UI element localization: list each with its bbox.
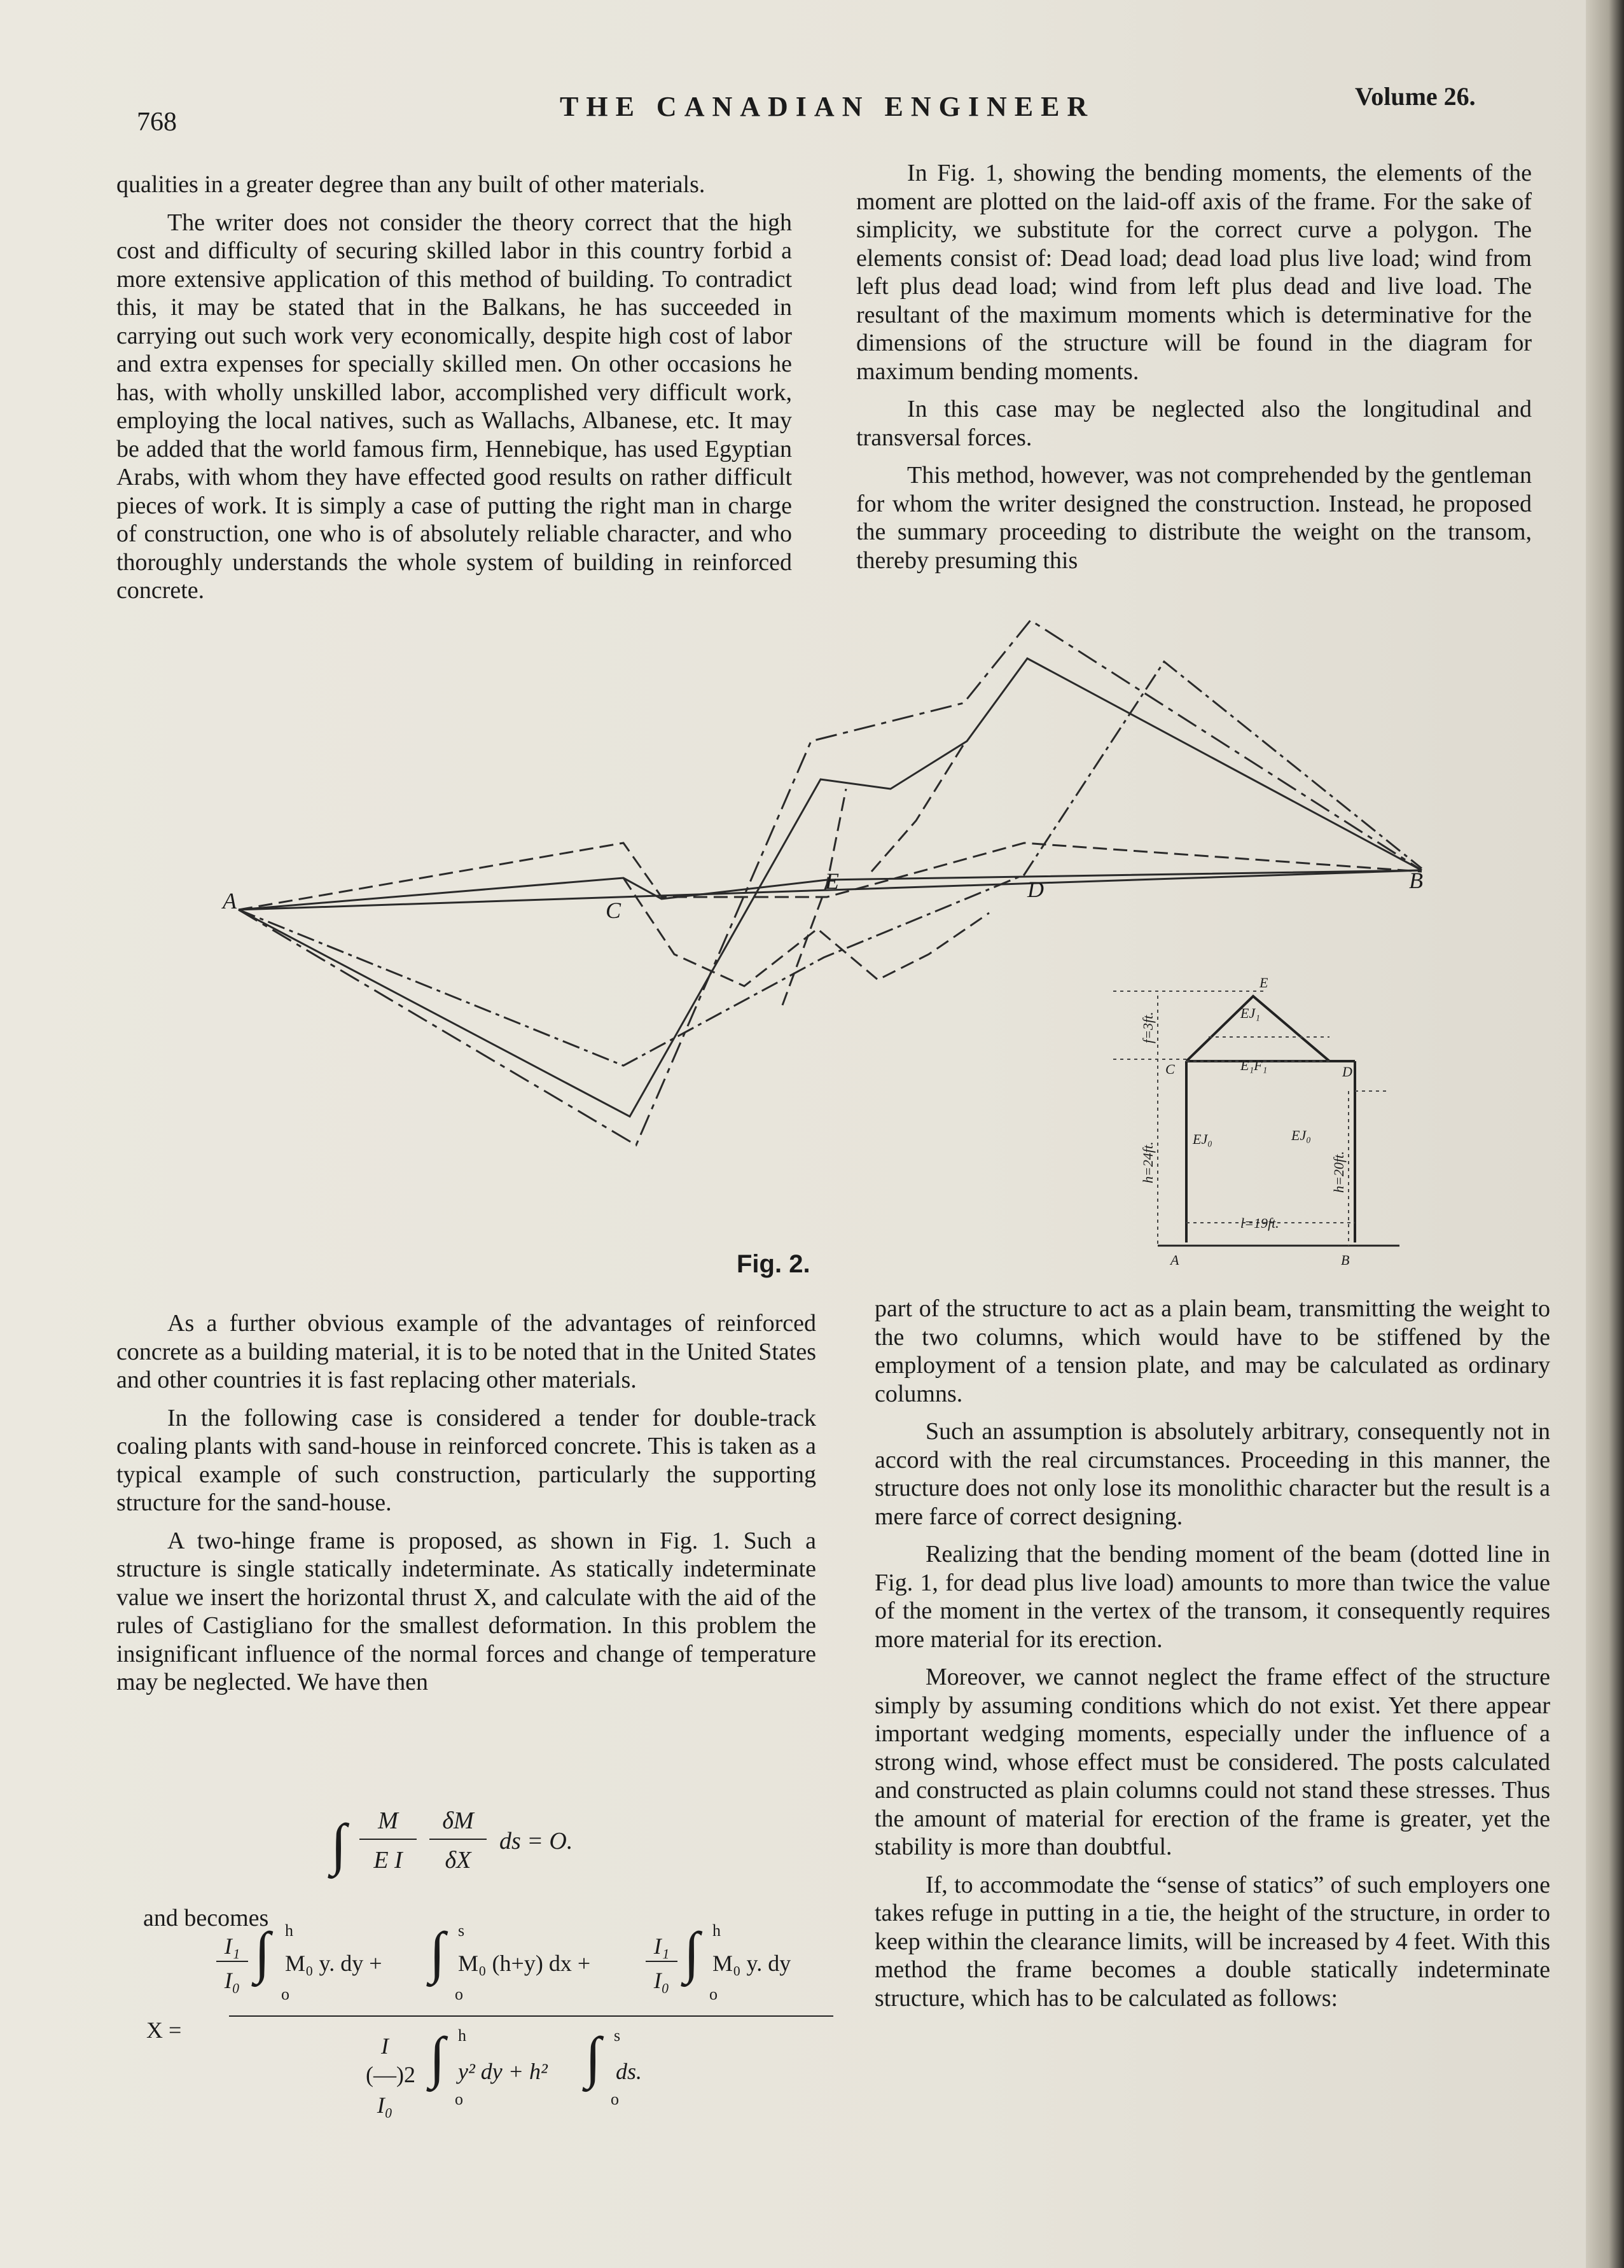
frame-label-a: A — [1170, 1252, 1179, 1268]
main-fraction-bar — [229, 2015, 833, 2017]
fraction-bar — [429, 1839, 487, 1840]
eq2-n3-num: I₁ — [653, 1933, 670, 1959]
limit-h: h — [285, 1921, 293, 1940]
frame-label-l: l=19ft. — [1240, 1215, 1279, 1231]
paragraph: In Fig. 1, showing the bending moments, the elements of the moment are plotted on the laid-off axis of the frame. For the sake of simplicity, we substitute for the correct curve a polygon. The elements consist of: Dead load; dead load plus live load; wind from left plus dead load; wind from left plus dead and live load. The resultant of the maximum moments which is determinative for the dimensions of the structure will be found in the diagram for maximum bending moments. — [856, 160, 1532, 385]
limit-h: h — [712, 1921, 721, 1940]
frame-label-ej-top: EJ₁ — [1240, 1005, 1260, 1021]
frame-label-h-right: h=20ft. — [1331, 1151, 1347, 1193]
frame-label-h-left: h=24ft. — [1140, 1141, 1156, 1183]
frame-label-ej-right: EJ₀ — [1291, 1127, 1311, 1143]
label-c: C — [606, 898, 621, 923]
paragraph: If, to accommodate the “sense of statics” of such employers one takes refuge in putting in a tie, the height of the structure, in order to keep within the clearance limits, will be increased by 4 feet. With this method the frame becomes a double statically indeterminate structure, which has to be calculated as follows: — [875, 1871, 1550, 2012]
limit-0: o — [455, 1985, 463, 2003]
integral-sign: ∫ — [429, 2026, 445, 2089]
limit-0: o — [455, 2090, 463, 2108]
limit-h: h — [458, 2026, 466, 2045]
eq2-d-term2: ds. — [616, 2059, 642, 2084]
eq1-den-right: δX — [445, 1847, 471, 1874]
eq1-num-right: δM — [442, 1807, 474, 1834]
column-left-top — [116, 170, 792, 615]
journal-title: THE CANADIAN ENGINEER — [560, 91, 1095, 122]
column-right-top — [856, 159, 1532, 584]
eq2-n3-den: I₀ — [653, 1968, 670, 1993]
equation-thrust-x — [140, 1921, 840, 2125]
eq2-d-den: I₀ — [377, 2092, 393, 2118]
eq2-n2-term: M₀ (h+y) dx + — [458, 1951, 591, 1976]
moment-curve-vertical-dashed — [782, 789, 846, 1005]
page-number: 768 — [137, 108, 177, 137]
moment-curve-vertical-dashed-2 — [871, 744, 964, 872]
limit-0: o — [709, 1985, 718, 2003]
paragraph: Moreover, we cannot neglect the frame effect of the structure simply by assuming conditions which do not exist. Yet there appear important wedging moments, especially under the influence of a strong wind, whose effect must be considered. The posts calculated and constructed as plain columns could not stand these stresses. Thus the amount of material for erection of the frame is greater, yet the stability is more than doubtful. — [875, 1664, 1550, 1860]
moment-diagram — [191, 598, 1495, 1279]
paragraph: In the following case is considered a tender for double-track coaling plants with sand-house in reinforced concrete. This is taken as a typical example of such construction, particularly the supporting structure for the sand-house. — [116, 1404, 816, 1516]
frame-label-b: B — [1341, 1252, 1350, 1268]
paragraph: part of the structure to act as a plain beam, transmitting the weight to the two columns, which would have to be stiffened by the employment of a tension plate, and may be calculated as ordinary columns. — [875, 1295, 1550, 1407]
label-b: B — [1409, 868, 1423, 893]
eq2-d-open: (—)2 — [366, 2062, 415, 2087]
limit-s: s — [614, 2026, 621, 2045]
equation-castigliano — [331, 1807, 649, 1889]
integral-sign: ∫ — [254, 1921, 270, 1984]
limit-0: o — [281, 1985, 289, 2003]
paragraph: Realizing that the bending moment of the beam (dotted line in Fig. 1, for dead plus live load) amounts to more than twice the value of the moment in the vertex of the transom, it consequently requires more material for its erection. — [875, 1541, 1550, 1653]
paragraph: A two-hinge frame is proposed, as shown in Fig. 1. Such a structure is single statically indeterminate. As statically indeterminate value we insert the horizontal thrust X, and calculate with the aid of the rules of Castigliano for the smallest deformation. In this problem the insignificant influence of the normal forces and change of temperature may be neglected. We have then — [116, 1527, 816, 1695]
eq1-num-left: M — [378, 1807, 398, 1834]
limit-0: o — [611, 2090, 619, 2108]
integral-sign: ∫ — [429, 1921, 445, 1984]
eq2-n1-term: M₀ y. dy + — [285, 1951, 382, 1976]
column-left-bottom — [116, 1309, 816, 1706]
eq2-d-num: I — [381, 2033, 389, 2059]
label-d: D — [1027, 877, 1044, 902]
label-a: A — [223, 888, 237, 914]
frame-label-ef: E₁F₁ — [1240, 1057, 1268, 1073]
label-e: E — [825, 868, 839, 894]
frame-label-d: D — [1342, 1064, 1352, 1080]
eq1-tail: ds = O. — [499, 1828, 573, 1854]
integral-sign: ∫ — [684, 1921, 700, 1984]
eq2-n3-term: M₀ y. dy — [712, 1951, 791, 1976]
frame-diagram — [1113, 975, 1399, 1268]
frame-label-f: f=3ft. — [1140, 1012, 1156, 1043]
fraction-bar — [216, 1961, 248, 1962]
integral-sign: ∫ — [331, 1813, 347, 1876]
eq2-n1-den: I₀ — [224, 1968, 240, 1993]
paragraph: The writer does not consider the theory correct that the high cost and difficulty of securing skilled labor in this country forbid a more extensive application of this method of building. To contradict this, it may be stated that in the Balkans, he has succeeded in carrying out such work very economically, despite high cost of labor and extra expenses for specially skilled men. On other occasions he has, with wholly unskilled labor, accomplished very difficult work, employing the local natives, such as Wallachs, Albanese, etc. It may be added that the world famous firm, Hennebique, has used Egyptian Arabs, with whom they have effected good results on rather difficult pieces of work. It is simply a case of putting the right man in charge of construction, one who is of absolutely reliable character, and who thoroughly understands the whole system of building in reinforced concrete. — [116, 209, 792, 604]
column-right-bottom — [875, 1295, 1550, 2022]
paragraph: As a further obvious example of the advantages of reinforced concrete as a building material, it is to be noted that in the United States and other countries it is fast replacing other materials. — [116, 1310, 816, 1393]
and-becomes-text: and becomes — [143, 1905, 269, 1931]
eq2-x: X = — [146, 2017, 182, 2043]
paragraph: In this case may be neglected also the longitudinal and transversal forces. — [856, 396, 1532, 451]
paragraph: Such an assumption is absolutely arbitrary, consequently not in accord with the real circumstances. Proceeding in this manner, the structure does not only lose its monolithic character but the result is a mere farce of correct designing. — [875, 1418, 1550, 1530]
limit-s: s — [458, 1921, 465, 1940]
volume-label: Volume 26. — [1355, 82, 1476, 111]
page-header — [0, 76, 1603, 140]
figure-2 — [191, 598, 1495, 1279]
figure-caption: Fig. 2. — [737, 1250, 810, 1278]
frame-label-c: C — [1165, 1061, 1175, 1077]
paragraph: qualities in a greater degree than any built of other materials. — [116, 171, 705, 198]
book-spine — [1586, 0, 1624, 2268]
eq2-n1-num: I₁ — [224, 1933, 240, 1959]
frame-label-ej-left: EJ₀ — [1193, 1131, 1212, 1147]
eq2-d-term1: y² dy + h² — [458, 2059, 548, 2084]
frame-label-e: E — [1260, 975, 1268, 991]
paragraph: This method, however, was not comprehended by the gentleman for whom the writer designed the construction. Instead, he proposed the summary proceeding to distribute the weight on the transom, thereby presuming this — [856, 462, 1532, 574]
fraction-bar — [646, 1961, 677, 1962]
fraction-bar — [359, 1839, 417, 1840]
eq1-den-left: E I — [373, 1847, 403, 1874]
integral-sign: ∫ — [585, 2026, 601, 2089]
